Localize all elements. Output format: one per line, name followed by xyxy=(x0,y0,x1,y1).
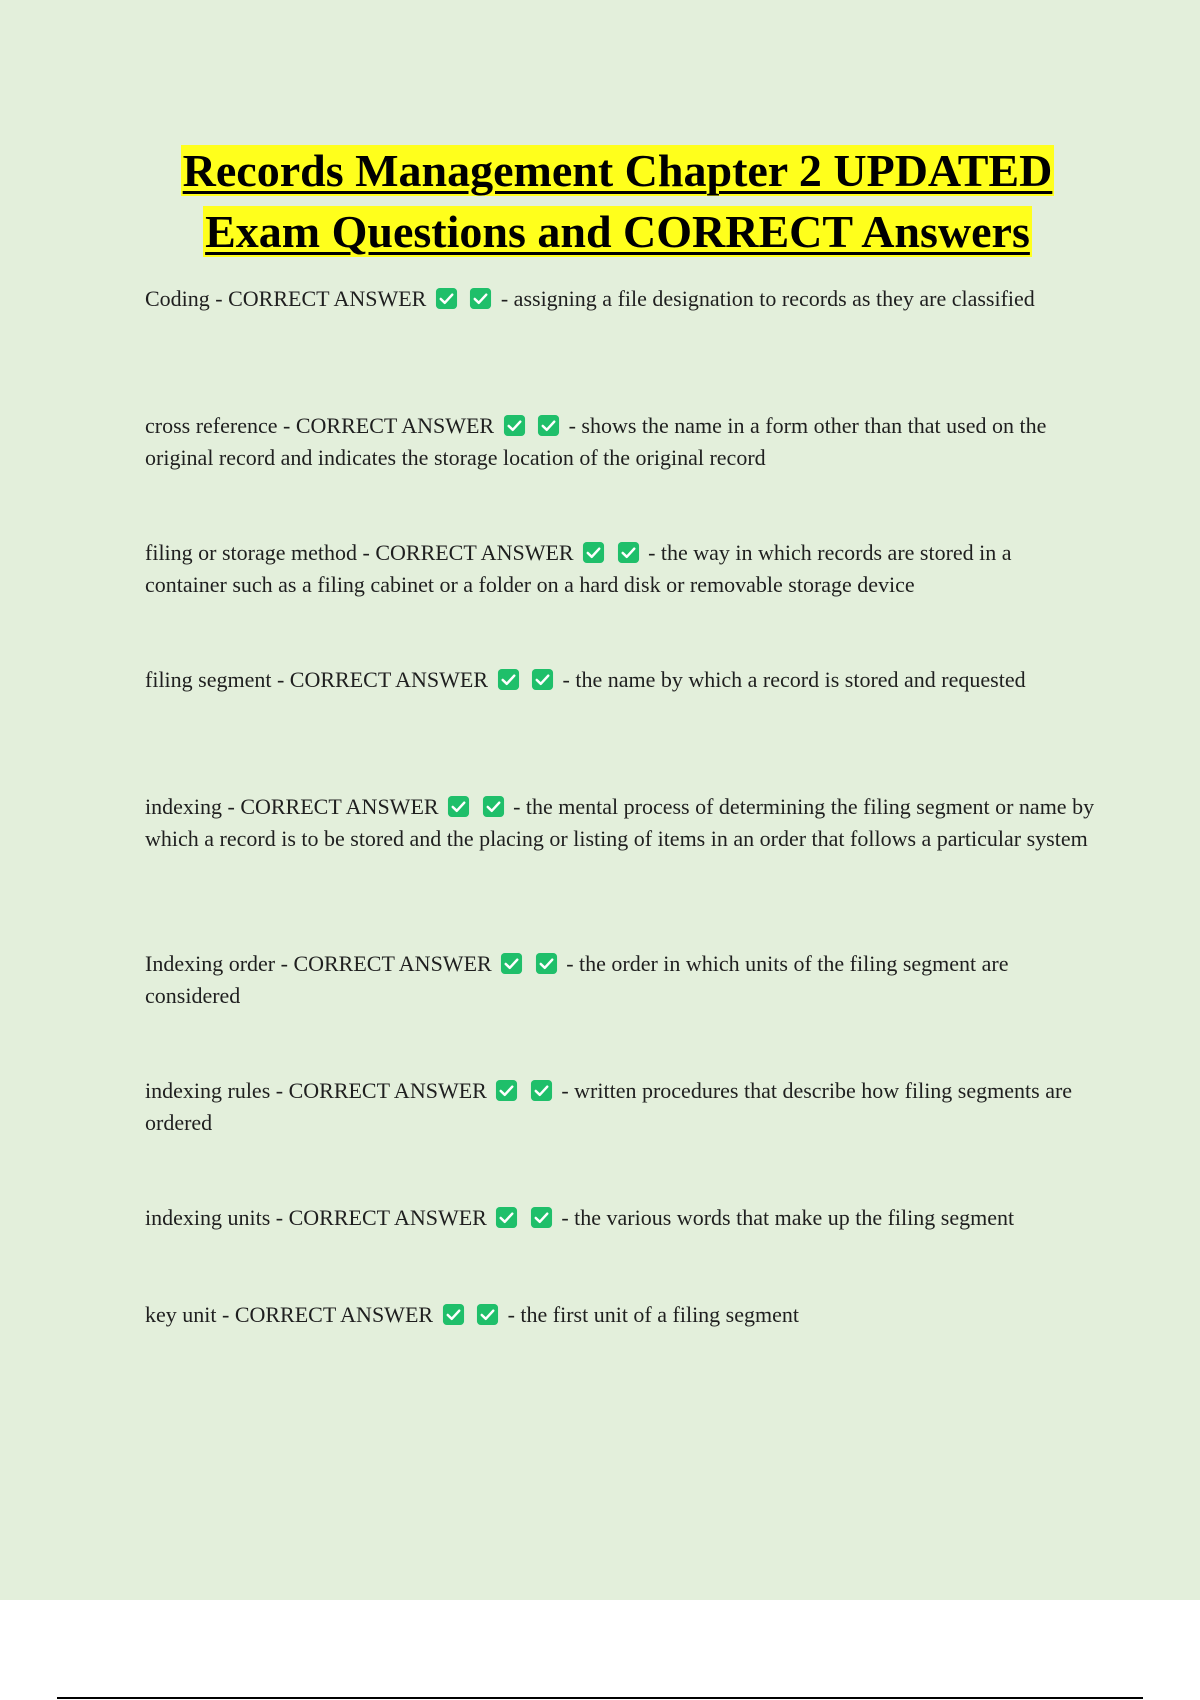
entry-term: indexing - CORRECT ANSWER xyxy=(145,794,439,819)
entry-term: Indexing order - CORRECT ANSWER xyxy=(145,951,492,976)
entry-term: indexing rules - CORRECT ANSWER xyxy=(145,1078,487,1103)
entry-term: filing segment - CORRECT ANSWER xyxy=(145,667,489,692)
entry-definition: - written procedures that describe how filing segments are ordered xyxy=(145,1078,1073,1135)
check-mark-icon xyxy=(495,1079,518,1102)
check-mark-icon xyxy=(476,1303,499,1326)
footer-divider xyxy=(57,1697,1143,1699)
entry-definition: - the first unit of a filing segment xyxy=(507,1302,799,1327)
check-mark-icon xyxy=(482,795,505,818)
check-mark-icon xyxy=(531,668,554,691)
entry-definition: - the mental process of determining the filing segment or name by which a record is to be stored and the placing or listing of items in an order that follows a particular system xyxy=(145,794,1095,851)
qa-entry-indexing-order xyxy=(145,948,1095,1012)
entry-term: indexing units - CORRECT ANSWER xyxy=(145,1205,487,1230)
check-mark-icon xyxy=(497,668,520,691)
check-mark-icon xyxy=(500,952,523,975)
qa-entry-indexing-rules xyxy=(145,1075,1095,1139)
check-mark-icon xyxy=(537,414,560,437)
check-mark-icon xyxy=(535,952,558,975)
check-mark-icon xyxy=(447,795,470,818)
check-mark-icon xyxy=(617,541,640,564)
entry-term: cross reference - CORRECT ANSWER xyxy=(145,413,495,438)
check-mark-icon xyxy=(530,1206,553,1229)
check-mark-icon xyxy=(530,1079,553,1102)
entry-definition: - the way in which records are stored in a container such as a filing cabinet or a folder on a hard disk or removable storage device xyxy=(145,540,1012,597)
check-mark-icon xyxy=(582,541,605,564)
entry-term: key unit - CORRECT ANSWER xyxy=(145,1302,434,1327)
check-mark-icon xyxy=(442,1303,465,1326)
qa-entry-filing-storage-method xyxy=(145,537,1095,601)
qa-entry-coding xyxy=(145,283,1095,315)
entry-definition: - the various words that make up the filing segment xyxy=(561,1205,1015,1230)
check-mark-icon xyxy=(435,287,458,310)
qa-entry-key-unit xyxy=(145,1299,1095,1331)
check-mark-icon xyxy=(469,287,492,310)
title-line-2: Exam Questions and CORRECT Answers xyxy=(205,206,1030,257)
entry-definition: - assigning a file designation to records as they are classified xyxy=(500,286,1035,311)
entry-definition: - shows the name in a form other than that used on the original record and indicates the storage location of the original record xyxy=(145,413,1047,470)
qa-entry-indexing-units xyxy=(145,1202,1095,1234)
qa-entry-cross-reference xyxy=(145,410,1095,474)
page-title xyxy=(60,140,1175,262)
entry-term: filing or storage method - CORRECT ANSWER xyxy=(145,540,574,565)
check-mark-icon xyxy=(495,1206,518,1229)
title-line-1: Records Management Chapter 2 UPDATED xyxy=(182,145,1053,196)
entry-definition: - the name by which a record is stored and requested xyxy=(562,667,1026,692)
qa-entry-filing-segment xyxy=(145,664,1095,696)
check-mark-icon xyxy=(503,414,526,437)
qa-entry-indexing xyxy=(145,791,1095,855)
entry-term: Coding - CORRECT ANSWER xyxy=(145,286,427,311)
entry-definition: - the order in which units of the filing segment are considered xyxy=(145,951,1009,1008)
